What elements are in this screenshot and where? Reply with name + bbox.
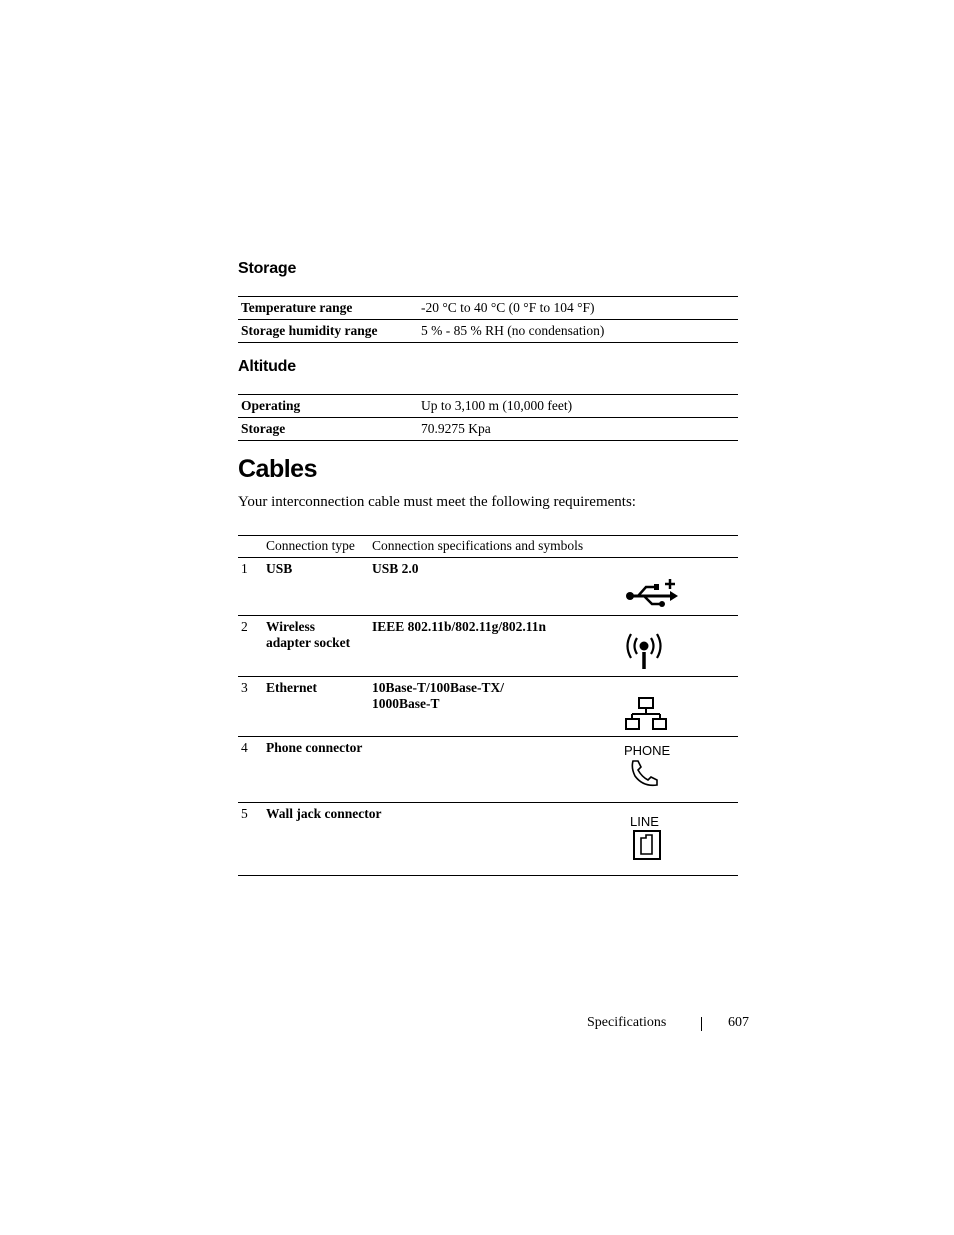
row-label: Storage [238,418,418,441]
connection-type: USB [266,558,372,616]
row-number: 1 [238,558,266,616]
row-label: Storage humidity range [238,320,418,343]
connection-type: Ethernet [266,677,372,737]
row-value: Up to 3,100 m (10,000 feet) [418,395,738,418]
row-value: 5 % - 85 % RH (no condensation) [418,320,738,343]
table-row [238,558,738,616]
connection-type: Wireless [266,619,315,634]
table-row [238,677,738,737]
storage-heading: Storage [238,260,297,277]
altitude-heading: Altitude [238,358,296,375]
table-row [238,616,738,677]
table-row [238,297,738,320]
row-label: Temperature range [238,297,418,320]
phone-icon-label: PHONE [624,743,671,758]
connection-type: Wall jack connector [266,803,612,876]
cables-heading: Cables [238,455,317,483]
wireless-icon [624,632,664,672]
row-number: 3 [238,677,266,737]
connection-spec: USB 2.0 [372,558,612,616]
usb-icon [624,577,680,611]
table-header [238,536,738,558]
row-number: 5 [238,803,266,876]
footer-section: Specifications [587,1015,667,1030]
row-value: -20 °C to 40 °C (0 °F to 104 °F) [418,297,738,320]
connection-type: Phone connector [266,737,612,803]
table-row [238,737,738,803]
row-number: 4 [238,737,266,803]
page-number: 607 [728,1015,749,1030]
cables-intro: Your interconnection cable must meet the following requirements: [238,494,636,510]
row-label: Operating [238,395,418,418]
table-row [238,803,738,876]
connection-spec: IEEE 802.11b/802.11g/802.11n [372,616,612,677]
phone-icon [628,758,664,788]
table-row [238,418,738,441]
line-icon-label: LINE [630,814,659,829]
connection-spec: 10Base-T/100Base-TX/ [372,680,505,695]
connection-type-line2: adapter socket [266,635,351,650]
footer-separator [701,1017,702,1031]
storage-table [238,296,738,343]
cables-table [238,535,738,876]
col-connection-type: Connection type [266,536,372,558]
row-value: 70.9275 Kpa [418,418,738,441]
table-row [238,320,738,343]
connection-spec-line2: 1000Base-T [372,696,440,711]
col-connection-spec: Connection specifications and symbols [372,536,738,558]
row-number: 2 [238,616,266,677]
table-row [238,395,738,418]
altitude-table [238,394,738,441]
line-jack-icon [632,829,662,861]
network-icon [624,696,668,732]
